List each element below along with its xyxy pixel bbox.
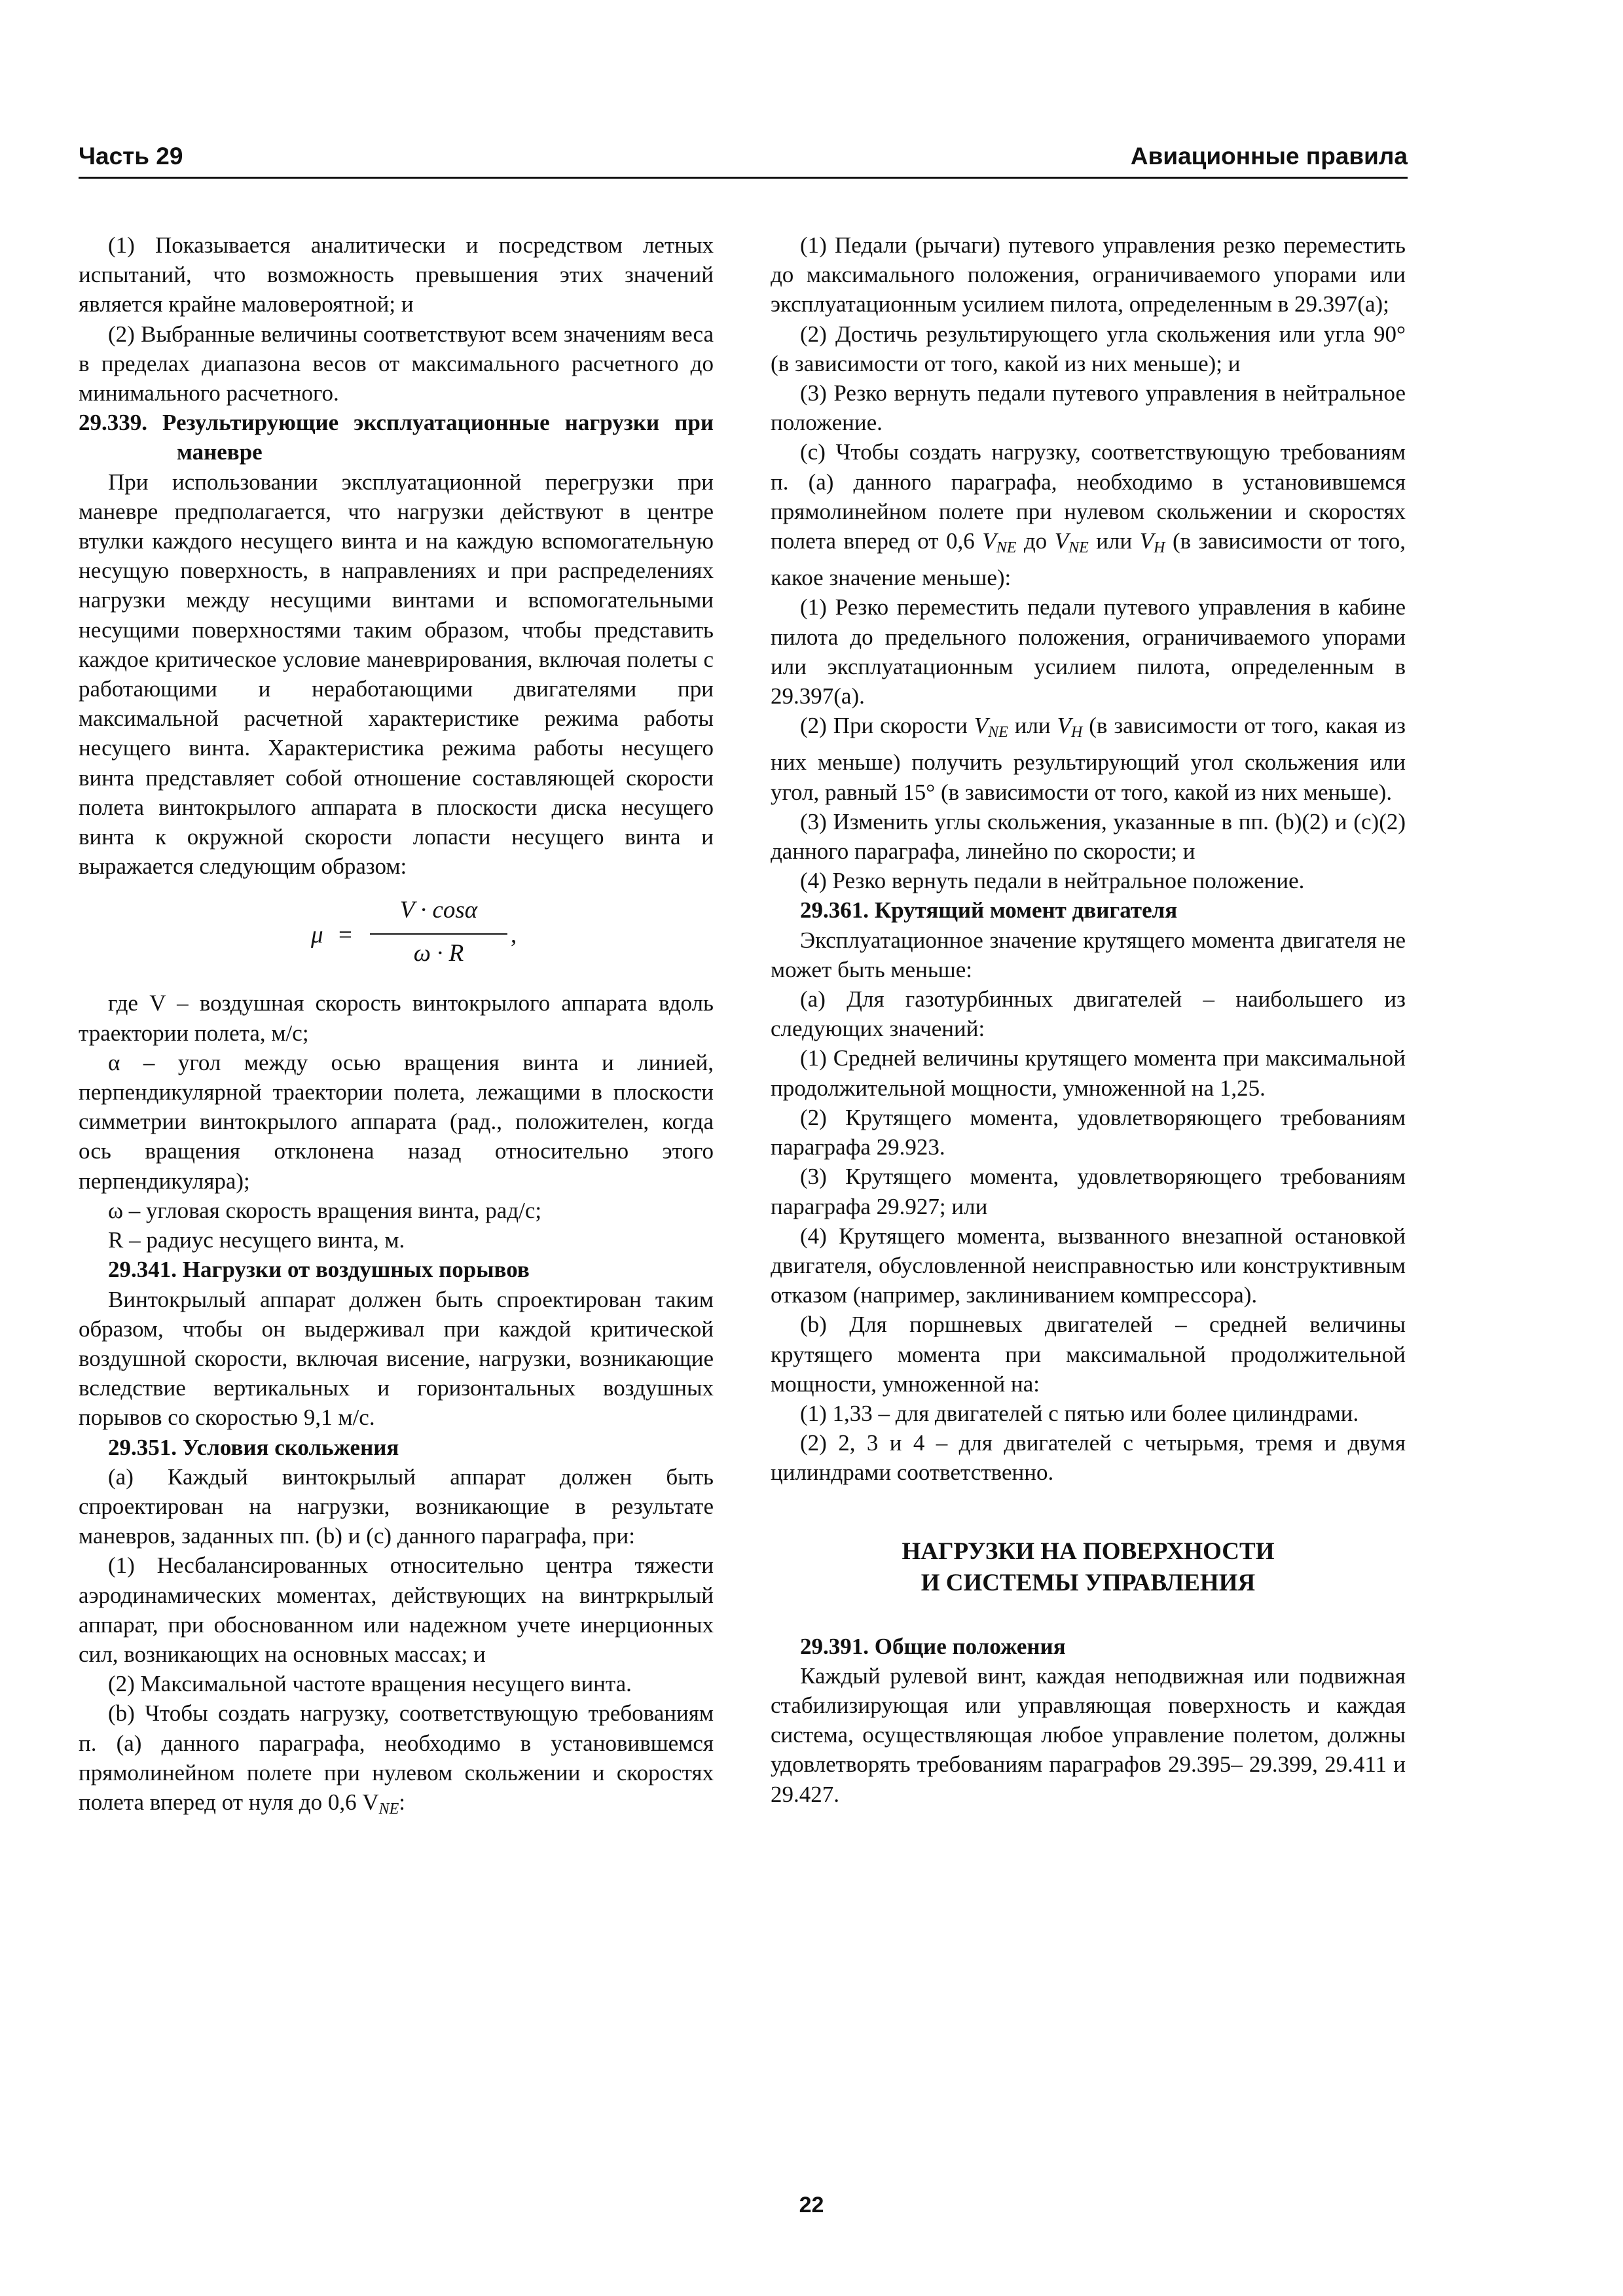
symbol-v: V xyxy=(982,528,996,554)
chapter-heading-line-1: НАГРУЗКИ НА ПОВЕРХНОСТИ xyxy=(902,1537,1275,1565)
subscript: H xyxy=(1154,539,1165,557)
text-run: или xyxy=(1088,528,1140,554)
formula-equals: = xyxy=(338,922,352,949)
section-title-29-351: 29.351. Условия скольжения xyxy=(108,1434,399,1460)
text-run: (в зависимости от того, какая из них меньше) получить результирующий угол скольжения или угол, равный 15° (в зависимости от того, какой из них меньше). xyxy=(771,713,1406,805)
paragraph: (2) Достичь результирующего угла скольжения или угла 90° (в зависимости от того, какой из них меньше); и xyxy=(771,321,1406,376)
paragraph: (3) Крутящего момента, удовлетворяющего требованиям параграфа 29.927; или xyxy=(771,1164,1406,1219)
paragraph: Эксплуатационное значение крутящего момента двигателя не может быть меньше: xyxy=(771,927,1406,982)
text-run: (2) При скорости xyxy=(800,713,974,739)
left-column xyxy=(79,230,714,1824)
text-run: или xyxy=(1008,713,1057,739)
paragraph: (1) Резко переместить педали путевого управления в кабине пилота до предельного положения, ограничиваемого упорами или эксплуатационным усилием пилота, определенным в 29.397(a). xyxy=(771,594,1406,709)
symbol-v: V xyxy=(974,713,989,739)
text-run: (b) Чтобы создать нагрузку, соответствующую требованиям п. (a) данного параграфа, необходимо в установившемся прямолинейном полете при нулевом скольжении и скоростях полета вперед от нуля до 0,6 V xyxy=(79,1700,714,1815)
paragraph: (b) Для поршневых двигателей – средней величины крутящего момента при максимальной продолжительной мощности, умноженной на: xyxy=(771,1312,1406,1397)
paragraph: (a) Для газотурбинных двигателей – наибольшего из следующих значений: xyxy=(771,986,1406,1042)
paragraph-s351-b xyxy=(79,1698,714,1824)
paragraph: (4) Резко вернуть педали в нейтральное положение. xyxy=(800,868,1305,894)
fraction-bar xyxy=(370,933,507,935)
running-header xyxy=(79,136,1408,179)
section-title-29-391: 29.391. Общие положения xyxy=(800,1633,1066,1659)
header-document-title: Авиационные правила xyxy=(1130,143,1408,170)
symbol-v: V xyxy=(1057,713,1071,739)
paragraph: Каждый рулевой винт, каждая неподвижная или подвижная стабилизирующая или управляющая поверхность и каждая система, осуществляющая любое управление полетом, должны удовлетворять требованиям параграфов 29.395– 29.399, 29.411 и 29.427. xyxy=(771,1662,1406,1807)
paragraph: Винтокрылый аппарат должен быть спроектирован таким образом, чтобы он выдерживал при каждой критической воздушной скорости, включая висение, нагрузки, возникающие вследствие вертикальных и горизонтальных воздушных порывов со скоростью 9,1 м/с. xyxy=(79,1286,714,1431)
advance-ratio-formula xyxy=(79,895,714,974)
subscript: NE xyxy=(378,1800,399,1818)
definition-omega: ω – угловая скорость вращения винта, рад/с; xyxy=(108,1197,542,1223)
paragraph: (1) Педали (рычаги) путевого управления резко переместить до максимального положения, ограничиваемого упорами или эксплуатационным усилием пилота, определенным в 29.397(a); xyxy=(771,232,1406,317)
text-run: (в зависимости от того, какое значение меньше): xyxy=(771,528,1406,591)
right-column xyxy=(771,230,1406,1809)
symbol-v: V xyxy=(1139,528,1154,554)
definition-alpha: α – угол между осью вращения винта и линией, перпендикулярной траектории полета, лежащими в плоскости симметрии винтокрылого аппарата (рад., положителен, когда ось вращения отклонена назад относительно этого перпендикуляра); xyxy=(79,1049,714,1194)
paragraph-c xyxy=(771,437,1406,592)
paragraph: (a) Каждый винтокрылый аппарат должен быть спроектирован на нагрузки, возникающие в результате маневров, заданных пп. (b) и (c) данного параграфа, при: xyxy=(79,1463,714,1549)
formula-numerator: V · cosα xyxy=(399,897,478,924)
text-run: : xyxy=(399,1789,406,1815)
formula-denominator: ω · R xyxy=(413,940,464,967)
paragraph: (1) Показывается аналитически и посредством летных испытаний, что возможность превышения этих значений является крайне маловероятной; и xyxy=(79,232,714,317)
paragraph: (2) Выбранные величины соответствуют всем значениям веса в пределах диапазона весов от максимального расчетного до минимального расчетного. xyxy=(79,321,714,406)
symbol-v: V xyxy=(1054,528,1069,554)
subscript: NE xyxy=(1068,539,1089,557)
section-title-29-361: 29.361. Крутящий момент двигателя xyxy=(800,897,1178,924)
text-run: (c) Чтобы создать нагрузку, соответствующую требованиям п. (a) данного параграфа, необходимо в установившемся прямолинейном полете при нулевом скольжении и скоростях полета вперед от 0,6 xyxy=(771,439,1406,554)
subscript: H xyxy=(1070,724,1083,742)
subscript: NE xyxy=(988,724,1008,742)
page-number: 22 xyxy=(799,2193,824,2217)
formula-trailing-comma: , xyxy=(511,922,517,949)
paragraph: (1) Средней величины крутящего момента при максимальной продолжительной мощности, умноженной на 1,25. xyxy=(771,1045,1406,1101)
chapter-heading-line-2: И СИСТЕМЫ УПРАВЛЕНИЯ xyxy=(921,1569,1256,1596)
section-title-29-339: 29.339. Результирующие эксплуатационные нагрузки при маневре xyxy=(79,410,714,465)
paragraph-c2 xyxy=(771,711,1406,807)
definition-r: R – радиус несущего винта, м. xyxy=(108,1227,405,1253)
paragraph: (1) 1,33 – для двигателей с пятью или более цилиндрами. xyxy=(800,1400,1359,1426)
paragraph: (3) Изменить углы скольжения, указанные в пп. (b)(2) и (c)(2) данного параграфа, линейно по скорости; и xyxy=(771,808,1406,865)
paragraph: (2) 2, 3 и 4 – для двигателей с четырьмя, тремя и двумя цилиндрами соответственно. xyxy=(771,1430,1406,1486)
paragraph: (2) Крутящего момента, удовлетворяющего требованиям параграфа 29.923. xyxy=(771,1104,1406,1160)
definition-v: где V – воздушная скорость винтокрылого аппарата вдоль траектории полета, м/с; xyxy=(79,990,714,1046)
paragraph: (3) Резко вернуть педали путевого управления в нейтральное положение. xyxy=(771,380,1406,436)
paragraph: (1) Несбалансированных относительно центра тяжести аэродинамических моментах, действующих на винтркрылый аппарат, при обоснованном или надежном учете инерционных сил, возникающих на основных массах; и xyxy=(79,1552,714,1667)
paragraph: При использовании эксплуатационной перегрузки при маневре предполагается, что нагрузки действуют в центре втулки каждого несущего винта и на каждую вспомогательную несущую поверхность, в направлениях и при распределениях нагрузки между несущими винтами и вспомогательными несущими поверхностями таким образом, чтобы представить каждое критическое условие маневрирования, включая полеты с работающими и неработающими двигателями при максимальной расчетной характеристике режима работы несущего винта. Характеристика режима работы несущего винта представляет собой отношение составляющей скорости полета винтокрылого аппарата в плоскости диска несущего винта к окружной скорости лопасти несущего винта и выражается следующим образом: xyxy=(79,469,714,880)
text-run: до xyxy=(1016,528,1055,554)
paragraph: (4) Крутящего момента, вызванного внезапной остановкой двигателя, обусловленной неисправностью или конструктивным отказом (например, заклиниванием компрессора). xyxy=(771,1223,1406,1308)
chapter-heading xyxy=(771,1536,1406,1599)
subscript: NE xyxy=(996,539,1017,557)
section-title-29-341: 29.341. Нагрузки от воздушных порывов xyxy=(108,1257,530,1283)
formula-lhs: μ xyxy=(311,922,323,949)
header-part-label: Часть 29 xyxy=(79,143,183,170)
paragraph: (2) Максимальной частоте вращения несущего винта. xyxy=(108,1671,632,1697)
